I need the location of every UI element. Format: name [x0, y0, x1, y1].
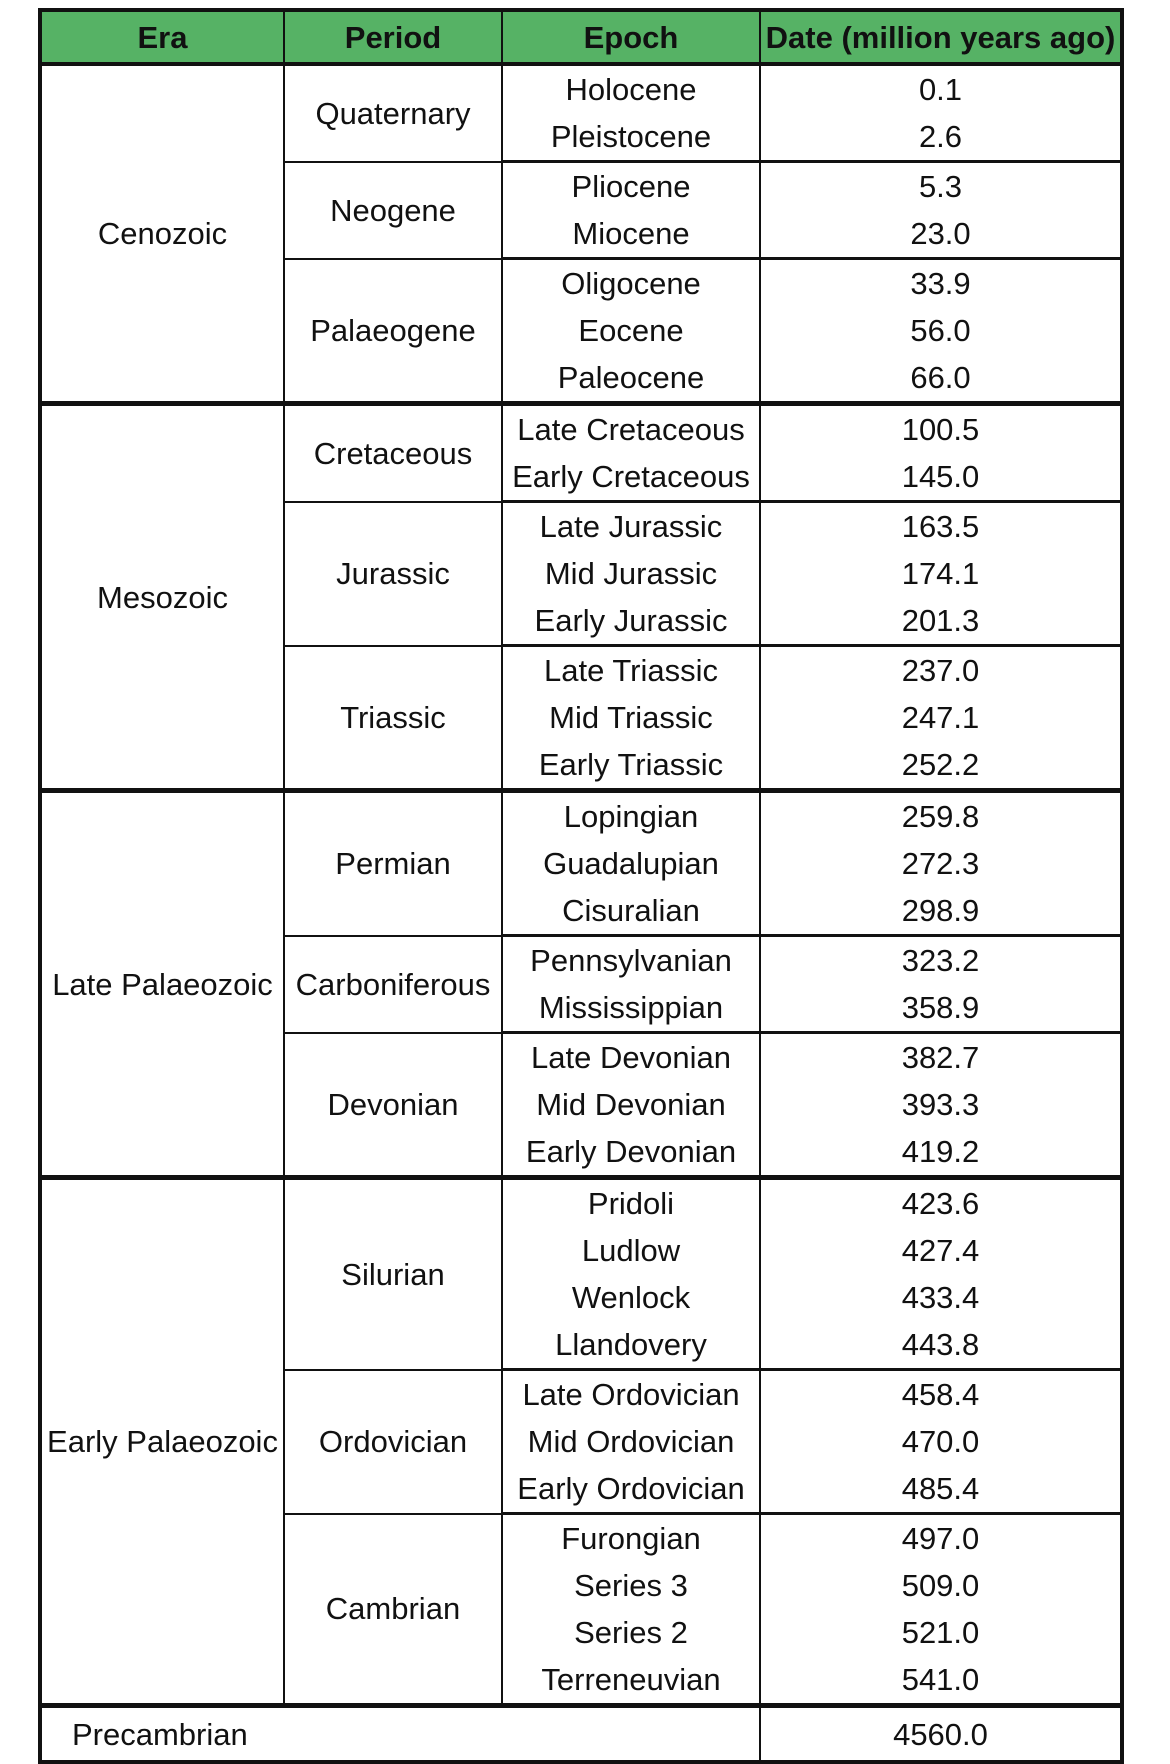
epoch-cell: Late Jurassic	[502, 502, 760, 551]
date-cell: 497.0	[760, 1514, 1122, 1563]
epoch-cell: Early Devonian	[502, 1128, 760, 1178]
period-cell: Cambrian	[284, 1514, 502, 1706]
epoch-cell: Early Triassic	[502, 741, 760, 791]
period-cell: Neogene	[284, 162, 502, 259]
table-row	[40, 64, 1122, 113]
geologic-timescale-table	[38, 8, 1124, 1764]
period-cell: Quaternary	[284, 64, 502, 162]
epoch-cell: Ludlow	[502, 1227, 760, 1274]
date-cell: 433.4	[760, 1274, 1122, 1321]
header-date: Date (million years ago)	[760, 10, 1122, 64]
epoch-cell: Paleocene	[502, 354, 760, 404]
date-cell: 66.0	[760, 354, 1122, 404]
epoch-cell: Holocene	[502, 64, 760, 113]
epoch-cell: Late Ordovician	[502, 1370, 760, 1419]
date-cell: 427.4	[760, 1227, 1122, 1274]
date-cell: 163.5	[760, 502, 1122, 551]
geologic-timescale-table-container	[38, 8, 1124, 1764]
epoch-cell: Miocene	[502, 210, 760, 259]
epoch-cell: Mid Triassic	[502, 694, 760, 741]
epoch-cell: Mid Jurassic	[502, 550, 760, 597]
header-epoch: Epoch	[502, 10, 760, 64]
date-cell: 237.0	[760, 646, 1122, 695]
epoch-cell: Pennsylvanian	[502, 936, 760, 985]
period-cell: Cretaceous	[284, 404, 502, 502]
epoch-cell: Early Jurassic	[502, 597, 760, 646]
epoch-cell: Terreneuvian	[502, 1656, 760, 1706]
table-row	[40, 1178, 1122, 1228]
epoch-cell: Lopingian	[502, 791, 760, 841]
epoch-cell: Pleistocene	[502, 113, 760, 162]
header-period: Period	[284, 10, 502, 64]
date-cell: 541.0	[760, 1656, 1122, 1706]
period-cell: Silurian	[284, 1178, 502, 1370]
header-row	[40, 10, 1122, 64]
era-cell: Early Palaeozoic	[40, 1178, 284, 1706]
precambrian-label: Precambrian	[40, 1706, 760, 1763]
epoch-cell: Series 2	[502, 1609, 760, 1656]
date-cell: 521.0	[760, 1609, 1122, 1656]
date-cell: 298.9	[760, 887, 1122, 936]
date-cell: 201.3	[760, 597, 1122, 646]
epoch-cell: Late Triassic	[502, 646, 760, 695]
date-cell: 470.0	[760, 1418, 1122, 1465]
epoch-cell: Oligocene	[502, 259, 760, 308]
date-cell: 145.0	[760, 453, 1122, 502]
date-cell: 174.1	[760, 550, 1122, 597]
date-cell: 23.0	[760, 210, 1122, 259]
date-cell: 323.2	[760, 936, 1122, 985]
epoch-cell: Guadalupian	[502, 840, 760, 887]
date-cell: 272.3	[760, 840, 1122, 887]
precambrian-row	[40, 1706, 1122, 1763]
date-cell: 419.2	[760, 1128, 1122, 1178]
era-cell: Cenozoic	[40, 64, 284, 404]
date-cell: 393.3	[760, 1081, 1122, 1128]
date-cell: 382.7	[760, 1033, 1122, 1082]
table-body	[40, 64, 1122, 1762]
date-cell: 33.9	[760, 259, 1122, 308]
date-cell: 358.9	[760, 984, 1122, 1033]
period-cell: Carboniferous	[284, 936, 502, 1033]
era-cell: Mesozoic	[40, 404, 284, 791]
precambrian-date: 4560.0	[760, 1706, 1122, 1763]
epoch-cell: Mississippian	[502, 984, 760, 1033]
period-cell: Devonian	[284, 1033, 502, 1178]
epoch-cell: Mid Devonian	[502, 1081, 760, 1128]
date-cell: 423.6	[760, 1178, 1122, 1228]
date-cell: 5.3	[760, 162, 1122, 211]
epoch-cell: Furongian	[502, 1514, 760, 1563]
date-cell: 485.4	[760, 1465, 1122, 1514]
epoch-cell: Late Devonian	[502, 1033, 760, 1082]
period-cell: Triassic	[284, 646, 502, 791]
date-cell: 247.1	[760, 694, 1122, 741]
date-cell: 2.6	[760, 113, 1122, 162]
date-cell: 0.1	[760, 64, 1122, 113]
table-row	[40, 791, 1122, 841]
epoch-cell: Pridoli	[502, 1178, 760, 1228]
date-cell: 252.2	[760, 741, 1122, 791]
era-cell: Late Palaeozoic	[40, 791, 284, 1178]
date-cell: 509.0	[760, 1562, 1122, 1609]
date-cell: 100.5	[760, 404, 1122, 454]
epoch-cell: Cisuralian	[502, 887, 760, 936]
table-row	[40, 404, 1122, 454]
epoch-cell: Series 3	[502, 1562, 760, 1609]
epoch-cell: Pliocene	[502, 162, 760, 211]
header-era: Era	[40, 10, 284, 64]
epoch-cell: Mid Ordovician	[502, 1418, 760, 1465]
date-cell: 458.4	[760, 1370, 1122, 1419]
epoch-cell: Wenlock	[502, 1274, 760, 1321]
epoch-cell: Late Cretaceous	[502, 404, 760, 454]
period-cell: Palaeogene	[284, 259, 502, 404]
epoch-cell: Llandovery	[502, 1321, 760, 1370]
period-cell: Jurassic	[284, 502, 502, 646]
epoch-cell: Early Cretaceous	[502, 453, 760, 502]
date-cell: 56.0	[760, 307, 1122, 354]
epoch-cell: Early Ordovician	[502, 1465, 760, 1514]
period-cell: Permian	[284, 791, 502, 936]
date-cell: 443.8	[760, 1321, 1122, 1370]
date-cell: 259.8	[760, 791, 1122, 841]
period-cell: Ordovician	[284, 1370, 502, 1514]
epoch-cell: Eocene	[502, 307, 760, 354]
